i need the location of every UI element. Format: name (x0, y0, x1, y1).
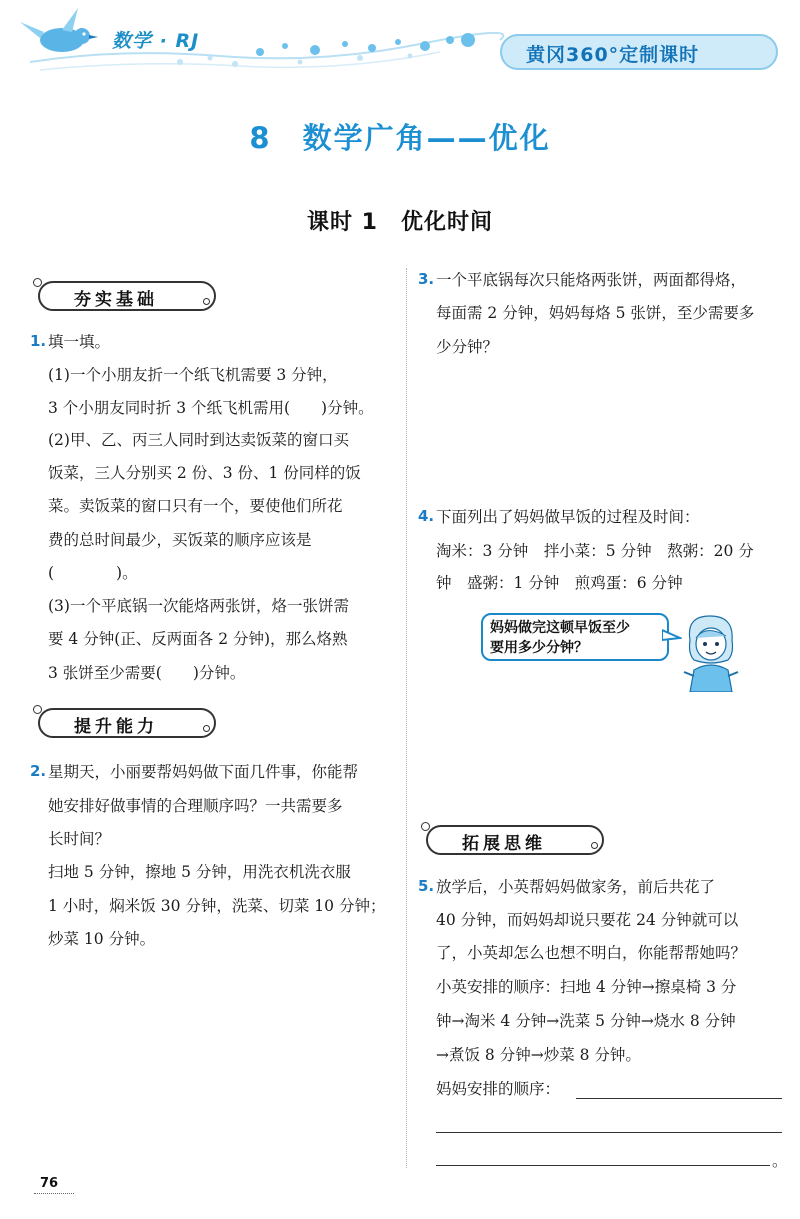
q3-line: 每面需 2 分钟，妈妈每烙 5 张饼，至少需要多 (436, 304, 755, 322)
q2-line: 1 小时，焖米饭 30 分钟，洗菜、切菜 10 分钟； (48, 897, 386, 915)
q1-line: 菜。卖饭菜的窗口只有一个，要使他们所花 (48, 497, 343, 515)
answer-line[interactable] (576, 1098, 782, 1099)
question-number: 2. (30, 762, 47, 780)
q1-line: 3 个小朋友同时折 3 个纸飞机需用( )分钟。 (48, 399, 374, 417)
q1-line: 填一填。 (48, 333, 111, 351)
q1-line: (1)一个小朋友折一个纸飞机需要 3 分钟， (48, 366, 338, 384)
question-number: 1. (30, 332, 47, 350)
question-number: 5. (418, 877, 435, 895)
section-tag-dot (203, 298, 210, 305)
section-tag-basic-label: 夯实基础 (74, 290, 158, 310)
q2-line: 炒菜 10 分钟。 (48, 930, 156, 948)
speech-bubble-line: 要用多少分钟？ (490, 640, 588, 656)
q1-line: 饭菜，三人分别买 2 份、3 份、1 份同样的饭 (48, 464, 361, 482)
subject-label: 数学 · RJ (112, 30, 200, 52)
end-mark: 。 (772, 1152, 788, 1170)
girl-icon (676, 610, 746, 692)
section-tag-extend-label: 拓展思维 (462, 834, 546, 854)
q2-line: 她安排好做事情的合理顺序吗？一共需要多 (48, 797, 343, 815)
q1-line: ( )。 (48, 564, 138, 582)
series-badge-text: 黄冈360°定制课时 (526, 44, 700, 66)
section-tag-improve-label: 提升能力 (74, 717, 158, 737)
q1-line: (3)一个平底锅一次能烙两张饼，烙一张饼需 (48, 597, 349, 615)
question-number: 4. (418, 507, 435, 525)
bird-icon (20, 8, 98, 52)
q5-line: 40 分钟，而妈妈却说只要花 24 分钟就可以 (436, 911, 739, 929)
q5-line: →煮饭 8 分钟→炒菜 8 分钟。 (436, 1046, 641, 1064)
speech-bubble-line: 妈妈做完这顿早饭至少 (490, 620, 630, 636)
page-number: 76 (40, 1176, 59, 1191)
chapter-title: 8 数学广角——优化 (249, 121, 551, 155)
lesson-title: 课时 1 优化时间 (307, 210, 493, 235)
q4-line: 钟 盛粥：1 分钟 煎鸡蛋：6 分钟 (436, 574, 683, 592)
q5-line: 钟→淘米 4 分钟→洗菜 5 分钟→烧水 8 分钟 (436, 1012, 736, 1030)
section-tag-dot (203, 725, 210, 732)
q1-line: (2)甲、乙、丙三人同时到达卖饭菜的窗口买 (48, 431, 349, 449)
q1-line: 3 张饼至少需要( )分钟。 (48, 664, 246, 682)
section-tag-dot (591, 842, 598, 849)
column-divider (406, 268, 407, 1168)
q5-line: 小英安排的顺序：扫地 4 分钟→擦桌椅 3 分 (436, 978, 737, 996)
q3-line: 少分钟？ (436, 338, 499, 356)
q2-line: 星期天，小丽要帮妈妈做下面几件事，你能帮 (48, 763, 359, 781)
q5-line: 妈妈安排的顺序： (436, 1080, 561, 1098)
q2-line: 扫地 5 分钟，擦地 5 分钟，用洗衣机洗衣服 (48, 863, 351, 881)
q5-line: 放学后，小英帮妈妈做家务，前后共花了 (436, 878, 716, 896)
q1-line: 要 4 分钟(正、反两面各 2 分钟)，那么烙熟 (48, 630, 348, 648)
answer-line[interactable] (436, 1165, 770, 1166)
q4-line: 下面列出了妈妈做早饭的过程及时间： (436, 508, 700, 526)
q5-line: 了，小英却怎么也想不明白，你能帮帮她吗？ (436, 944, 747, 962)
q1-line: 费的总时间最少，买饭菜的顺序应该是 (48, 531, 312, 549)
q3-line: 一个平底锅每次只能烙两张饼，两面都得烙， (436, 271, 747, 289)
answer-line[interactable] (436, 1132, 782, 1133)
question-number: 3. (418, 270, 435, 288)
page-number-rule (34, 1193, 74, 1194)
q2-line: 长时间？ (48, 830, 111, 848)
q4-line: 淘米：3 分钟 拌小菜：5 分钟 熬粥：20 分 (436, 542, 754, 560)
